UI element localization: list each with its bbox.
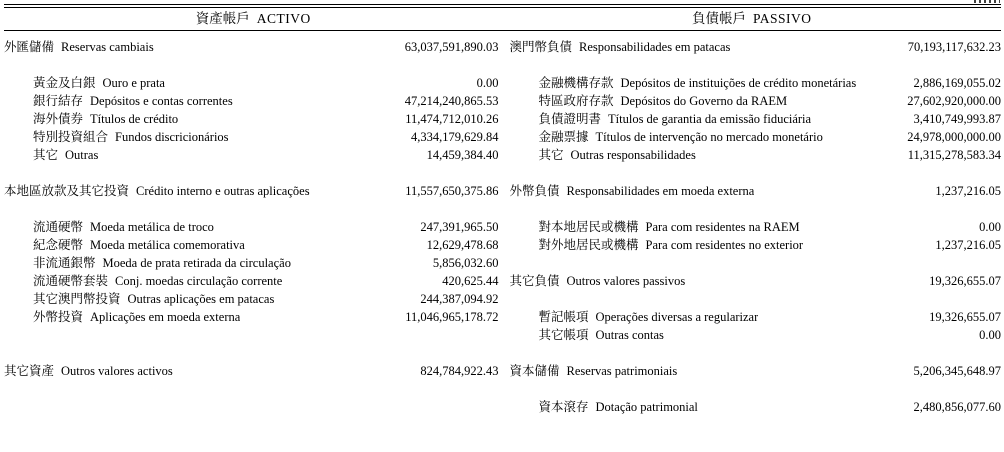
row-value: 12,629,478.68 [426, 238, 499, 252]
row-label-chinese: 流通硬幣 [33, 220, 84, 234]
passivo-column-header [503, 8, 1002, 30]
row-label-portuguese: Reservas patrimoniais [566, 364, 678, 378]
row-label [510, 218, 800, 236]
row-label-portuguese: Reservas cambiais [61, 40, 154, 54]
row-label-portuguese: Conj. moedas circulação corrente [115, 274, 283, 288]
column-headers [4, 8, 1001, 30]
row-value: 2,886,169,055.02 [913, 76, 1001, 90]
row-value: 70,193,117,632.23 [907, 40, 1001, 54]
row-label-portuguese: Moeda metálica de troco [90, 220, 214, 234]
row-value: 4,334,179,629.84 [411, 130, 499, 144]
row-label [4, 362, 173, 380]
row-label [510, 308, 759, 326]
passivo-header-zh: 負債帳戶 [691, 11, 746, 26]
row-label-portuguese: Fundos discricionários [115, 130, 229, 144]
row-label-portuguese: Operações diversas a regularizar [595, 310, 759, 324]
row-value: 11,557,650,375.86 [405, 184, 499, 198]
row-label [4, 128, 229, 146]
row-label [510, 74, 857, 92]
row-label-chinese: 其它 [538, 148, 564, 162]
row-label-chinese: 其它資產 [4, 364, 55, 378]
row-value: 11,474,712,010.26 [405, 112, 499, 126]
row-value: 5,856,032.60 [432, 256, 499, 270]
row-label-portuguese: Títulos de intervenção no mercado monetário [595, 130, 823, 144]
row-value: 27,602,920,000.00 [907, 94, 1001, 108]
table-row [510, 110, 1002, 128]
row-label-chinese: 對本地居民或機構 [538, 220, 639, 234]
table-row [4, 92, 499, 110]
row-label [4, 308, 240, 326]
row-value: 14,459,384.40 [426, 148, 499, 162]
activo-header-pt: ACTIVO [256, 11, 311, 26]
activo-column-header [4, 8, 503, 30]
row-label-portuguese: Outras aplicações em patacas [127, 292, 275, 306]
row-label-portuguese: Outros valores activos [61, 364, 173, 378]
row-value: 247,391,965.50 [420, 220, 499, 234]
row-label-portuguese: Outros valores passivos [566, 274, 686, 288]
row-value: 3,410,749,993.87 [913, 112, 1001, 126]
row-label-portuguese: Dotação patrimonial [595, 400, 698, 414]
row-label-chinese: 其它負債 [509, 274, 560, 288]
row-label-portuguese: Crédito interno e outras aplicações [136, 184, 310, 198]
table-row [510, 182, 1002, 200]
row-value: 19,326,655.07 [929, 310, 1001, 324]
table-row [4, 272, 499, 290]
table-row [4, 38, 499, 56]
row-label-chinese: 金融機構存款 [538, 76, 614, 90]
row-value: 2,480,856,077.60 [913, 400, 1001, 414]
table-row [510, 146, 1002, 164]
row-label [4, 272, 282, 290]
clipped-text-fragment [974, 0, 1000, 3]
table-row [510, 398, 1002, 416]
row-label-chinese: 特區政府存款 [538, 94, 614, 108]
table-row [510, 92, 1002, 110]
row-label [510, 92, 788, 110]
row-label [4, 182, 310, 200]
activo-header-zh: 資產帳戶 [195, 11, 250, 26]
row-label-portuguese: Aplicações em moeda externa [90, 310, 241, 324]
row-value: 420,625.44 [442, 274, 499, 288]
table-row [4, 218, 499, 236]
row-label [4, 254, 291, 272]
row-label [510, 110, 812, 128]
passivo-header-pt: PASSIVO [752, 11, 812, 26]
row-label [4, 92, 233, 110]
row-value: 0.00 [979, 220, 1001, 234]
table-row [4, 146, 499, 164]
activo-column [4, 38, 503, 380]
row-label-chinese: 其它澳門幣投資 [33, 292, 121, 306]
row-label-portuguese: Responsabilidades em moeda externa [566, 184, 755, 198]
row-label-portuguese: Depósitos de instituições de crédito monetárias [620, 76, 857, 90]
row-label-chinese: 資本滾存 [538, 400, 589, 414]
row-label-chinese: 本地區放款及其它投資 [4, 184, 130, 198]
row-value: 63,037,591,890.03 [404, 40, 499, 54]
row-value: 47,214,240,865.53 [404, 94, 499, 108]
row-label-chinese: 對外地居民或機構 [538, 238, 639, 252]
row-label [4, 290, 274, 308]
row-label-chinese: 外幣負債 [509, 184, 560, 198]
row-label [510, 182, 755, 200]
row-value: 19,326,655.07 [929, 274, 1001, 288]
row-label-chinese: 暫記帳項 [538, 310, 589, 324]
table-row [510, 308, 1002, 326]
row-label-portuguese: Títulos de garantia da emissão fiduciária [608, 112, 812, 126]
table-row [510, 236, 1002, 254]
table-row [510, 326, 1002, 344]
table-row [510, 38, 1002, 56]
row-value: 24,978,000,000.00 [907, 130, 1001, 144]
row-label [510, 146, 696, 164]
row-label-portuguese: Para com residentes no exterior [645, 238, 804, 252]
row-label-portuguese: Responsabilidades em patacas [579, 40, 731, 54]
table-row [4, 308, 499, 326]
table-row [4, 182, 499, 200]
row-value: 1,237,216.05 [935, 184, 1001, 198]
row-label-chinese: 負債證明書 [538, 112, 602, 126]
table-row [510, 272, 1002, 290]
row-label-chinese: 紀念硬幣 [33, 238, 84, 252]
row-label-chinese: 金融票據 [538, 130, 589, 144]
row-label-portuguese: Moeda metálica comemorativa [90, 238, 245, 252]
table-row [4, 74, 499, 92]
table-row [4, 236, 499, 254]
row-label-chinese: 其它 [33, 148, 59, 162]
row-label-chinese: 黃金及白銀 [33, 76, 96, 90]
row-label [510, 398, 698, 416]
row-value: 11,046,965,178.72 [405, 310, 499, 324]
table-row [4, 110, 499, 128]
top-double-rule-upper [4, 4, 1001, 5]
row-label-portuguese: Títulos de crédito [90, 112, 179, 126]
row-label [510, 362, 678, 380]
row-label-portuguese: Outras [65, 148, 99, 162]
row-label [4, 146, 98, 164]
row-value: 244,387,094.92 [420, 292, 499, 306]
row-label-chinese: 銀行結存 [33, 94, 84, 108]
table-row [4, 254, 499, 272]
row-label-chinese: 海外債券 [33, 112, 84, 126]
row-value: 824,784,922.43 [420, 364, 499, 378]
table-row [510, 128, 1002, 146]
row-label-chinese: 外幣投資 [33, 310, 84, 324]
table-row [4, 362, 499, 380]
row-label [4, 236, 245, 254]
passivo-column [503, 38, 1002, 416]
table-row [4, 290, 499, 308]
header-underline-rule [4, 30, 1001, 31]
row-label-chinese: 流通硬幣套裝 [33, 274, 109, 288]
row-label-portuguese: Outras contas [595, 328, 664, 342]
table-row [510, 74, 1002, 92]
row-label [4, 218, 214, 236]
row-label-portuguese: Outras responsabilidades [570, 148, 696, 162]
balance-columns [4, 38, 1001, 416]
row-label-chinese: 外匯儲備 [4, 40, 55, 54]
row-label-portuguese: Para com residentes na RAEM [645, 220, 800, 234]
row-label-chinese: 特別投資組合 [33, 130, 109, 144]
row-label [510, 128, 823, 146]
row-label [510, 326, 664, 344]
row-label [4, 38, 154, 56]
row-value: 1,237,216.05 [935, 238, 1001, 252]
row-label [510, 272, 686, 290]
row-label-portuguese: Depósitos do Governo da RAEM [620, 94, 788, 108]
row-label [4, 110, 178, 128]
table-row [4, 128, 499, 146]
row-label-portuguese: Ouro e prata [102, 76, 165, 90]
row-value: 0.00 [476, 76, 499, 90]
row-label-chinese: 其它帳項 [538, 328, 589, 342]
row-label-chinese: 非流通銀幣 [33, 256, 96, 270]
table-row [510, 218, 1002, 236]
row-label-chinese: 澳門幣負債 [509, 40, 573, 54]
table-row [510, 362, 1002, 380]
row-value: 0.00 [979, 328, 1001, 342]
row-label-portuguese: Depósitos e contas correntes [90, 94, 233, 108]
row-label-chinese: 資本儲備 [509, 364, 560, 378]
row-value: 11,315,278,583.34 [907, 148, 1001, 162]
row-value: 5,206,345,648.97 [913, 364, 1001, 378]
row-label-portuguese: Moeda de prata retirada da circulação [102, 256, 291, 270]
row-label [510, 236, 804, 254]
row-label [510, 38, 731, 56]
row-label [4, 74, 165, 92]
